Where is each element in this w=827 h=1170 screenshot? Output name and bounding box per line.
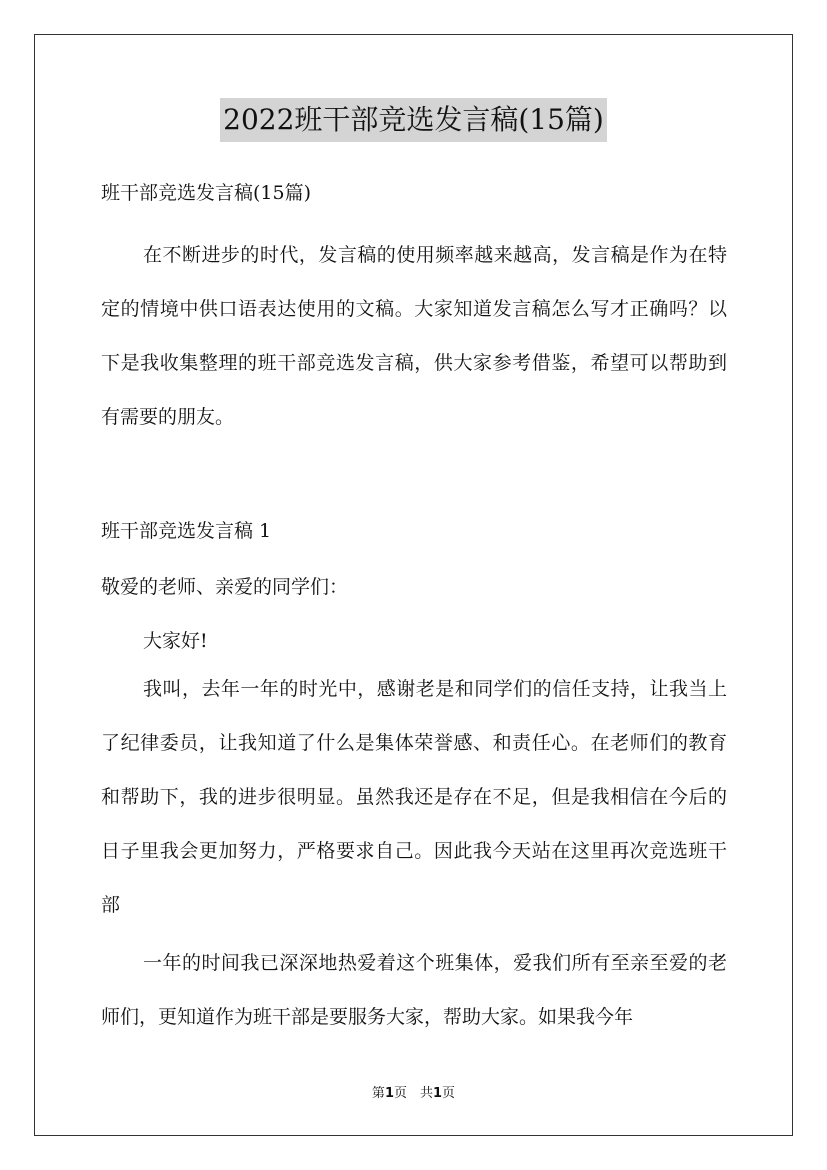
subtitle: 班干部竞选发言稿(15篇)	[101, 182, 312, 204]
footer-page-total: 1	[433, 1086, 443, 1101]
body-paragraph-2: 一年的时间我已深深地热爱着这个班集体，爱我们所有至亲至爱的老师们，更知道作为班干部是要服务大家，帮助大家。如果我今年	[101, 952, 727, 1028]
section-heading: 班干部竞选发言稿 1	[101, 520, 272, 542]
title-wrap	[0, 98, 827, 142]
salutation: 敬爱的老师、亲爱的同学们：	[101, 576, 349, 598]
intro-paragraph: 在不断进步的时代，发言稿的使用频率越来越高，发言稿是作为在特定的情境中供口语表达使用的文稿。大家知道发言稿怎么写才正确吗？以下是我收集整理的班干部竞选发言稿，供大家参考借鉴，希望可以帮助到有需要的朋友。	[101, 244, 727, 428]
footer-label-middle: 页 共	[393, 1086, 433, 1101]
document-body	[101, 176, 727, 1044]
footer-label-prefix: 第	[371, 1086, 385, 1101]
footer-page-number: 1	[384, 1086, 394, 1101]
greeting: 大家好!	[143, 630, 208, 652]
document-title: 2022班干部竞选发言稿(15篇)	[220, 98, 607, 142]
body-paragraph-1: 我叫，去年一年的时光中，感谢老是和同学们的信任支持，让我当上了纪律委员，让我知道了什么是集体荣誉感、和责任心。在老师们的教育和帮助下，我的进步很明显。虽然我还是存在不足，但是我相信在今后的日子里我会更加努力，严格要求自己。因此我今天站在这里再次竞选班干部	[101, 678, 727, 916]
footer-label-suffix: 页	[442, 1086, 456, 1101]
page-footer	[0, 1082, 827, 1101]
